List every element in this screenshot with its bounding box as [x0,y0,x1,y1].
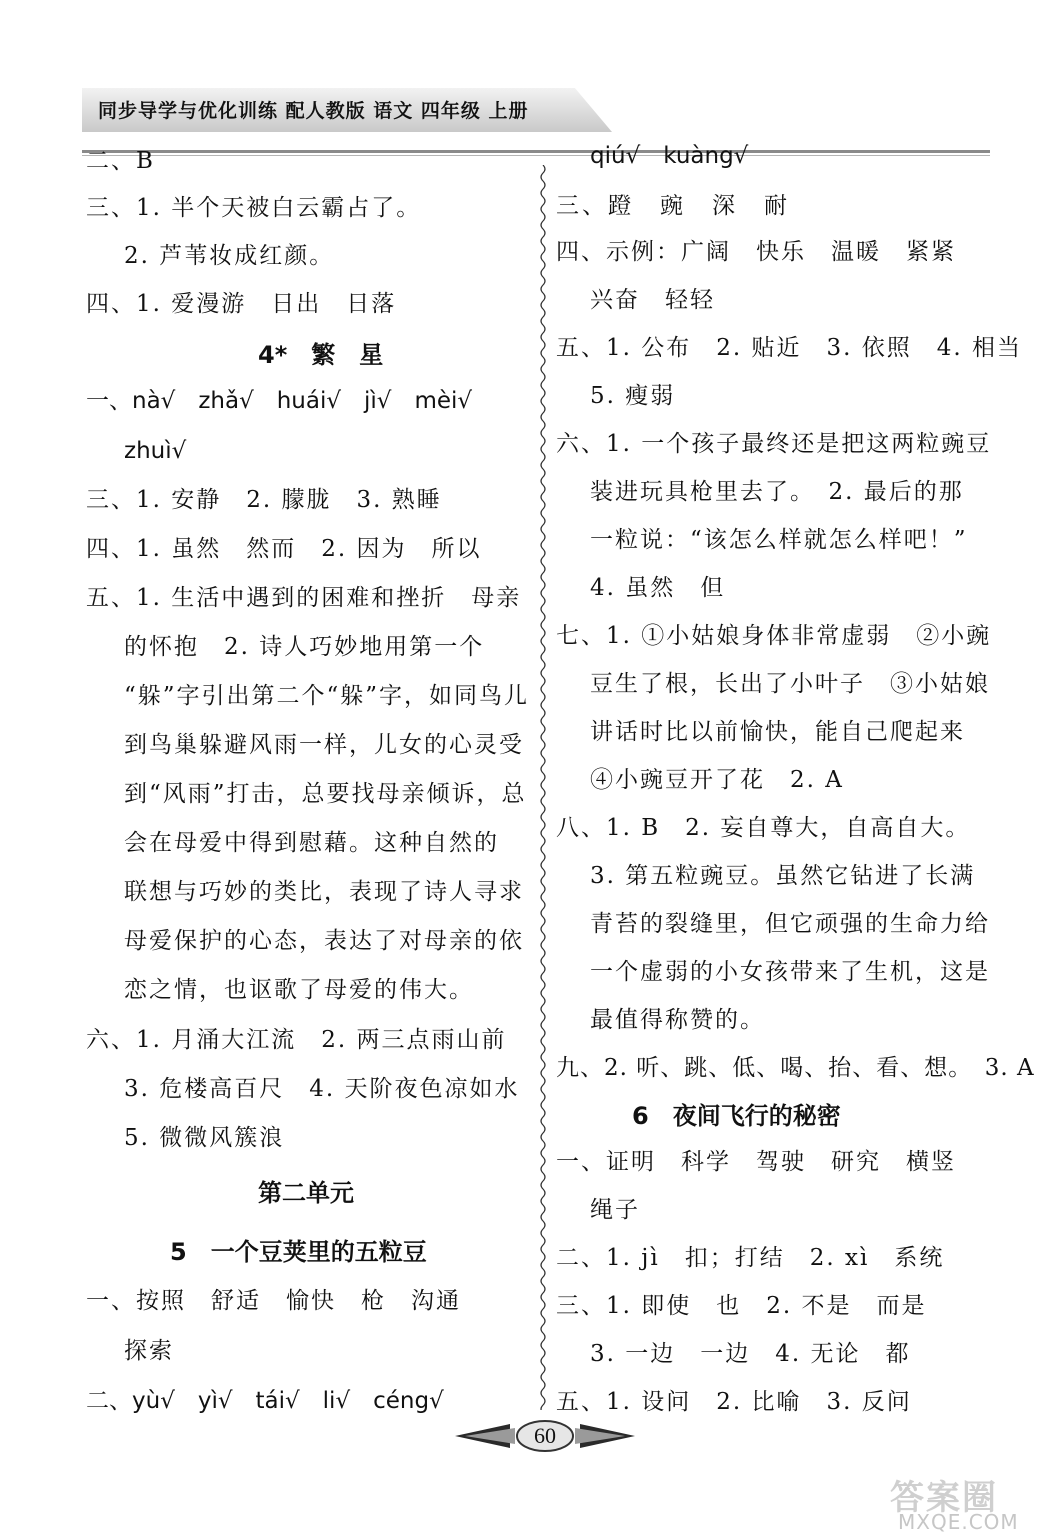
answer-line: 五、1. 公布 2. 贴近 3. 依照 4. 相当 [556,335,1023,361]
divider-wave [541,165,545,1410]
answer-line: qiú√ kuàng√ [590,143,749,169]
answer-line: 兴奋 轻轻 [590,287,715,313]
answer-line: 一、nà√ zhǎ√ huái√ jì√ mèi√ [86,388,473,414]
answer-line: 3. 第五粒豌豆。虽然它钻进了长满 [590,863,976,889]
answer-line: 到“风雨”打击，总要找母亲倾诉，总 [124,781,527,807]
answer-line: “躲”字引出第二个“躲”字，如同鸟儿 [124,683,530,709]
answer-line: 六、1. 月涌大江流 2. 两三点雨山前 [86,1027,507,1053]
answer-line: 五、1. 生活中遇到的困难和挫折 母亲 [86,585,522,611]
answer-line: 2. 芦苇妆成红颜。 [124,243,335,269]
answer-line: 一个虚弱的小女孩带来了生机，这是 [590,959,990,985]
answer-line: 一、证明 科学 驾驶 研究 横竖 [556,1149,956,1175]
answer-line: 四、1. 爱漫游 日出 日落 [86,291,397,317]
section-title: 5 一个豆荚里的五粒豆 [170,1238,427,1266]
answer-line: 三、蹬 豌 深 耐 [556,193,790,219]
answer-line: 二、1. jì 扣；打结 2. xì 系统 [556,1245,945,1271]
watermark-logo: 答案圈 [890,1478,998,1518]
answer-line: 一、按照 舒适 愉快 枪 沟通 [86,1288,461,1314]
answer-line: 装进玩具枪里去了。 2. 最后的那 [590,479,964,505]
answer-line: 四、示例：广阔 快乐 温暖 紧紧 [556,239,956,265]
answer-line: 一粒说：“该怎么样就怎么样吧！” [590,527,968,553]
answer-line: 恋之情，也讴歌了母爱的伟大。 [124,977,474,1003]
answer-line: 二、B [86,148,155,174]
section-title: 4* 繁 星 [258,341,384,369]
answer-line: 3. 危楼高百尺 4. 天阶夜色凉如水 [124,1076,520,1102]
answer-line: 三、1. 即使 也 2. 不是 而是 [556,1293,927,1319]
answer-line: 的怀抱 2. 诗人巧妙地用第一个 [124,634,485,660]
answer-line: 讲话时比以前愉快，能自己爬起来 [590,719,965,745]
header-rule-thin [82,155,990,156]
answer-line: 七、1. ①小姑娘身体非常虚弱 ②小豌 [556,623,992,649]
answer-line: 九、2. 听、跳、低、喝、抬、看、想。 3. A [556,1055,1035,1081]
section-title: 6 夜间飞行的秘密 [632,1102,841,1130]
page-number: 60 [534,1423,556,1448]
answer-line: 5. 微微风簇浪 [124,1125,285,1151]
answer-line: 青苔的裂缝里，但它顽强的生命力给 [590,911,990,937]
book-header-title: 同步导学与优化训练 配人教版 语文 四年级 上册 [98,100,529,122]
answer-line: 到鸟巢躲避风雨一样，儿女的心灵受 [124,732,524,758]
answer-line: 八、1. B 2. 妄自尊大，自高自大。 [556,815,971,841]
answer-line: 4. 虽然 但 [590,575,726,601]
answer-line: 绳子 [590,1197,640,1223]
answer-line: 五、1. 设问 2. 比喻 3. 反问 [556,1389,912,1415]
answer-line: 三、1. 半个天被白云霸占了。 [86,195,422,221]
answer-line: 二、yù√ yì√ tái√ li√ céng√ [86,1388,444,1414]
answer-line: 联想与巧妙的类比，表现了诗人寻求 [124,879,524,905]
column-divider [538,165,548,1410]
answer-line: 会在母爱中得到慰藉。这种自然的 [124,830,499,856]
answer-line: 三、1. 安静 2. 朦胧 3. 熟睡 [86,487,442,513]
answer-line: 四、1. 虽然 然而 2. 因为 所以 [86,536,482,562]
answer-line: zhuì√ [124,438,187,464]
answer-line: ④小豌豆开了花 2. A [590,767,844,793]
watermark-url: MXQE.COM [898,1510,1019,1534]
answer-line: 3. 一边 一边 4. 无论 都 [590,1341,911,1367]
answer-line: 最值得称赞的。 [590,1007,765,1033]
unit-title: 第二单元 [258,1179,354,1207]
header-rule [82,150,990,153]
answer-line: 探索 [124,1338,174,1364]
answer-line: 母爱保护的心态，表达了对母亲的依 [124,928,524,954]
answer-line: 5. 瘦弱 [590,383,676,409]
answer-line: 六、1. 一个孩子最终还是把这两粒豌豆 [556,431,992,457]
answer-line: 豆生了根，长出了小叶子 ③小姑娘 [590,671,990,697]
